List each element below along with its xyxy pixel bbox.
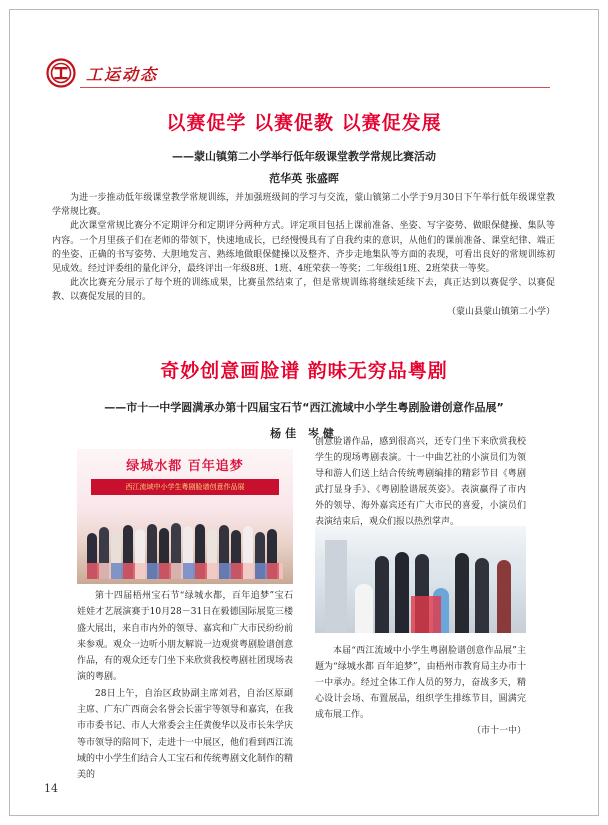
article2-paragraph: 本届“西江流域中小学生粤剧脸谱创意作品展”主题为“绿城水都 百年追梦”，由梧州市教育局主办市十一中承办。经过全体工作人员的努力，奋战多天，精心设计会场、布置展品，组织学生排练节目，圆满完成布展工作。 — [315, 646, 526, 721]
article2-left-column — [77, 588, 293, 784]
section-title: 工运动态 — [86, 64, 159, 84]
article2-subtitle: ——市十一中学圆满承办第十四届宝石节“西江流域中小学生粤剧脸谱创意作品展” — [104, 401, 504, 414]
header-divider — [80, 87, 550, 88]
article1-paragraph: 此次比赛充分展示了每个班的训练成果，比赛虽然结束了，但是常规训练将继续延续下去，真正达到以赛促学、以赛促教、以赛促发展的目的。 — [52, 278, 555, 303]
article2-right-top: 创意脸谱作品，感到很高兴，还专门坐下来欣赏我校学生的现场粤剧表演。十一中曲艺社的小演员们为领导和游人们送上结合传统粤剧编排的精彩节目《粤剧武打显身手》、《粤剧脸谱展英姿》。表演赢得了市内外的领导、海外嘉宾还有广大市民的喜爱，小演员们表演结束后，观众们报以热烈掌声。 — [315, 437, 526, 528]
group-photo — [77, 449, 293, 584]
article1-body — [52, 191, 555, 319]
article2-title: 奇妙创意画脸谱 韵味无穷品粤剧 — [160, 360, 448, 382]
article2-paragraph: 28日上午，自治区政协副主席刘君，自治区原副主席、广东广西商会名誉会长雷宇等领导和嘉宾，在我市市委书记、市人大常委会主任黄俊华以及市长朱学庆等市领导的陪同下，走进十一中展区，他们看到西江流域的中小学生们结合人工宝石和传统粤剧文化制作的精美的 — [77, 688, 294, 781]
article1-subtitle: ——蒙山镇第二小学举行低年级课堂教学常规比赛活动 — [172, 150, 436, 163]
article2-paragraph: 第十四届梧州宝石节“绿城水都，百年追梦”宝石娃娃才艺展演赛于10月28－31日在毅德国际展览三楼盛大展出，来自市内外的领导、嘉宾和广大市民纷纷前来参观。观众一边听小朋友解说一边观赏粤剧脸谱创意作品，有的观众还专门坐下来欣赏我校粤剧社团现场表演的粤剧。 — [77, 591, 294, 683]
article1-paragraph: 此次课堂常规比赛分不定期评分和定期评分两种方式。评定项目包括上课前准备、坐姿、写字姿势、做眼保健操、集队等内容。一个月里孩子们在老师的带领下，快速地成长，已经慢慢具有了自我约束的意识，从他们的课前准备、课堂纪律、端正的坐姿、正确的书写姿势、大胆地发言、熟练地做眼保健操以及整齐、齐步走地集队等方面的表现，可看出良好的常规训练初见成效。经过评委组的量化评分，最终评出一年级8班、1班、4班荣获一等奖；二年级组1班、2班荣获一等奖。 — [52, 221, 555, 275]
article2-right-bottom — [315, 643, 526, 740]
performance-photo — [315, 526, 526, 633]
article2-authors: 杨佳 岑健 — [270, 427, 338, 440]
article1-paragraph: 为进一步推动低年级课堂教学常规训练，并加强班级间的学习与交流，蒙山镇第二小学于9月30日下午举行低年级课堂教学常规比赛。 — [52, 193, 555, 218]
union-logo-icon — [46, 58, 76, 88]
photo-banner-title: 绿城水都 百年追梦 — [126, 459, 244, 474]
photo-crowd — [87, 509, 283, 579]
page-number: 14 — [44, 782, 58, 795]
article1-credit: （蒙山县蒙山镇第二小学） — [446, 306, 555, 317]
photo-banner-red: 西江流域中小学生粤剧脸谱创意作品展 — [91, 479, 279, 495]
article1-title: 以赛促学 以赛促教 以赛促发展 — [166, 112, 442, 134]
section-header — [46, 58, 158, 88]
article2-credit: （市十一中） — [471, 726, 526, 737]
article1-authors: 范华英 张盛晖 — [269, 172, 339, 185]
